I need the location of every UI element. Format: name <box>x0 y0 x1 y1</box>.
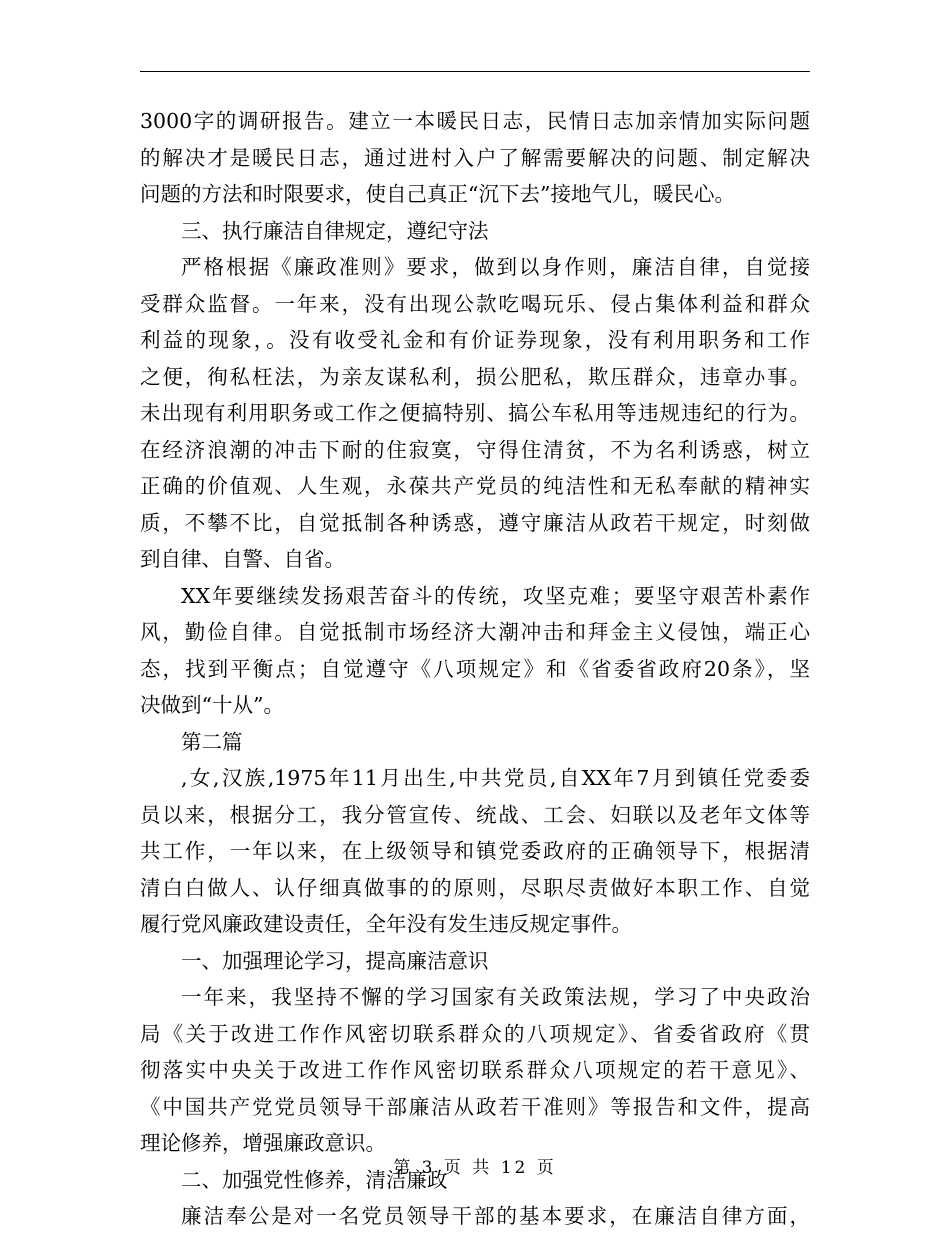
text-line: 一、加强理论学习，提高廉洁意识 <box>181 948 489 973</box>
text-line: 《中国共产党党员领导干部廉洁从政若干准则》等报告和文件，提高 <box>140 1094 810 1119</box>
text-line: 履行党风廉政建设责任，全年没有发生违反规定事件。 <box>140 912 632 936</box>
text-line: 风，勤俭自律。自觉抵制市场经济大潮冲击和拜金主义侵蚀，端正心 <box>140 620 810 644</box>
text-line: 受群众监督。一年来，没有出现公款吃喝玩乐、侵占集体利益和群众 <box>140 291 810 316</box>
text-line: 正确的价值观、人生观，永葆共产党员的纯洁性和无私奉献的精神实 <box>140 474 810 498</box>
text-line: 一年来，我坚持不懈的学习国家有关政策法规，学习了中央政治 <box>181 985 810 1009</box>
text-line: 清白白做人、认仔细真做事的的原则，尽职尽责做好本职工作、自觉 <box>140 875 810 900</box>
text-line: 理论修养，增强廉政意识。 <box>140 1131 386 1155</box>
text-line: 质，不攀不比，自觉抵制各种诱惑，遵守廉洁从政若干规定，时刻做 <box>140 510 810 535</box>
text-line: 二、加强党性修养，清洁廉政 <box>181 1167 448 1192</box>
text-line: 共工作，一年以来，在上级领导和镇党委政府的正确领导下，根据清 <box>140 839 810 863</box>
text-line: 局《关于改进工作作风密切联系群众的八项规定》、省委省政府《贯 <box>140 1021 810 1046</box>
text-line: 决做到“十从”。 <box>140 693 284 717</box>
text-line: 到自律、自警、自省。 <box>140 547 345 571</box>
text-line: 廉洁奉公是对一名党员领导干部的基本要求，在廉洁自律方面， <box>181 1204 810 1228</box>
text-line: 利益的现象，。没有收受礼金和有价证券现象，没有利用职务和工作 <box>140 328 810 352</box>
text-line: 未出现有利用职务或工作之便搞特别、搞公车私用等违规违纪的行为。 <box>140 401 810 425</box>
text-line: ,女,汉族,1975年11月出生,中共党员,自XX年7月到镇任党委委 <box>181 766 810 790</box>
document-body <box>140 103 810 1235</box>
text-line: 严格根据《廉政准则》要求，做到以身作则，廉洁自律，自觉接 <box>181 255 810 279</box>
text-line: 3000字的调研报告。建立一本暖民日志，民情日志加亲情加实际问题 <box>140 109 810 133</box>
text-line: 态，找到平衡点；自觉遵守《八项规定》和《省委省政府20条》，坚 <box>140 656 810 681</box>
text-line: 第二篇 <box>181 729 243 754</box>
text-line: 的解决才是暖民日志，通过进村入户了解需要解决的问题、制定解决 <box>140 145 810 170</box>
text-line: 员以来，根据分工，我分管宣传、统战、工会、妇联以及老年文体等 <box>140 802 810 827</box>
text-line: 三、执行廉洁自律规定，遵纪守法 <box>181 218 489 243</box>
text-line: 在经济浪潮的冲击下耐的住寂寞，守得住清贫，不为名利诱惑，树立 <box>140 437 810 462</box>
page-number-footer: 第 3 页 共 12 页 <box>393 1158 557 1178</box>
text-line: 彻落实中央关于改进工作作风密切联系群众八项规定的若干意见》、 <box>140 1058 810 1082</box>
text-line: XX年要继续发扬艰苦奋斗的传统，攻坚克难；要坚守艰苦朴素作 <box>181 583 810 608</box>
text-line: 问题的方法和时限要求，使自己真正“沉下去”接地气儿，暖民心。 <box>140 182 735 206</box>
header-rule <box>140 71 810 72</box>
text-line: 之便，徇私枉法，为亲友谋私利，损公肥私，欺压群众，违章办事。 <box>140 364 810 389</box>
